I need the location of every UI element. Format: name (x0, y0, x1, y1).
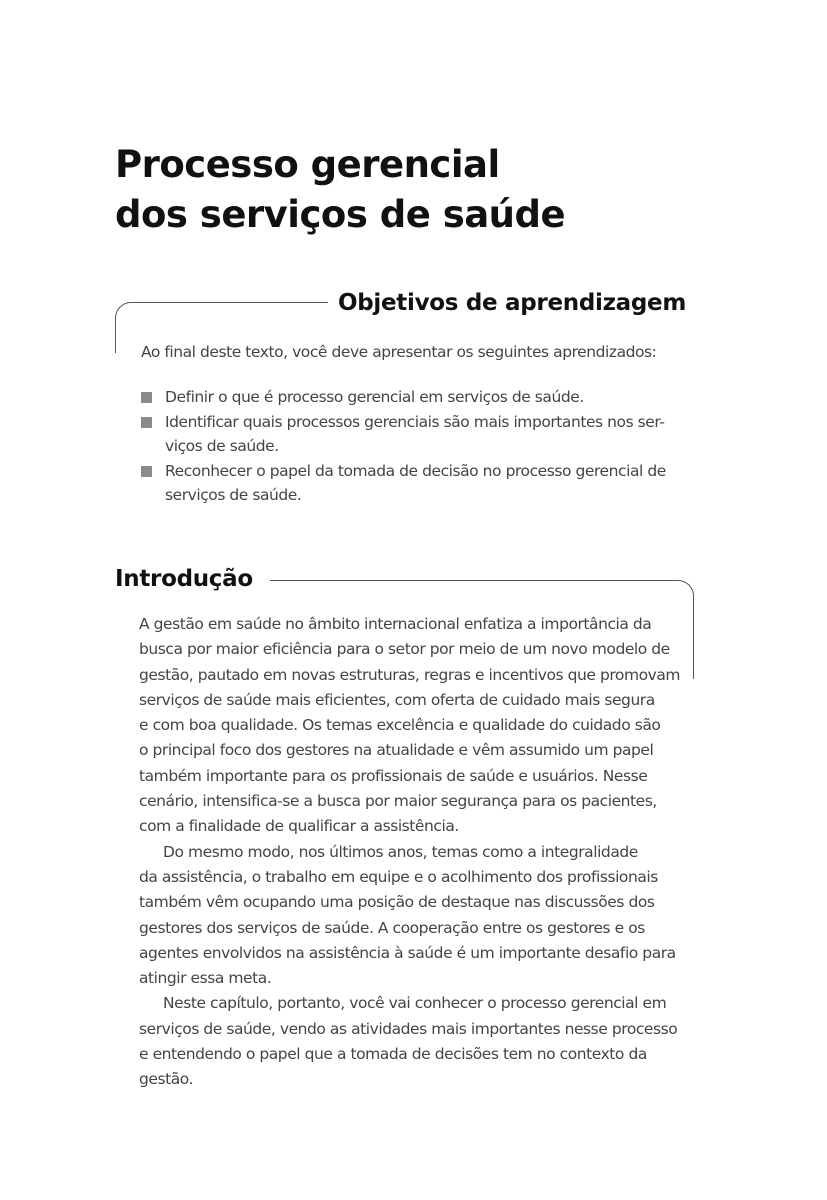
paragraph-line: serviços de saúde, vendo as atividades mais importantes nesse processo (139, 1019, 678, 1038)
paragraph-line: agentes envolvidos na assistência à saúde é um importante desafio para (139, 943, 676, 962)
objective-text: Identificar quais processos gerenciais são mais importantes nos ser- (165, 412, 665, 431)
paragraph-line: o principal foco dos gestores na atualidade e vêm assumido um papel (139, 741, 654, 760)
paragraph-line: também importante para os profissionais de saúde e usuários. Nesse (139, 766, 648, 785)
paragraph-line: gestores dos serviços de saúde. A cooperação entre os gestores e os (139, 918, 645, 937)
square-bullet-icon (141, 392, 152, 403)
paragraph-line: busca por maior eficiência para o setor por meio de um novo modelo de (139, 640, 670, 659)
paragraph-line: gestão. (139, 1070, 194, 1089)
chapter-title-line: dos serviços de saúde (115, 193, 566, 236)
paragraph-line: serviços de saúde mais eficientes, com oferta de cuidado mais segura (139, 690, 655, 709)
objective-text: viços de saúde. (165, 437, 279, 455)
objective-item (141, 385, 681, 410)
paragraph-line: cenário, intensifica-se a busca por maior segurança para os pacientes, (139, 792, 657, 811)
paragraph-line: também vêm ocupando uma posição de destaque nas discussões dos (139, 893, 655, 912)
paragraph-line: Neste capítulo, portanto, você vai conhecer o processo gerencial em (163, 994, 667, 1013)
objective-text: Reconhecer o papel da tomada de decisão no processo gerencial de (165, 461, 666, 480)
objective-item (141, 410, 681, 459)
objectives-list (141, 385, 681, 508)
paragraph-line: com a finalidade de qualificar a assistência. (139, 817, 459, 836)
square-bullet-icon (141, 466, 152, 477)
objectives-heading: Objetivos de aprendizagem (338, 290, 687, 316)
square-bullet-icon (141, 417, 152, 428)
paragraph-line: gestão, pautado em novas estruturas, regras e incentivos que promovam (139, 665, 681, 684)
objective-text: Definir o que é processo gerencial em serviços de saúde. (165, 388, 584, 406)
chapter-title-line: Processo gerencial (115, 143, 500, 186)
paragraph-line: e com boa qualidade. Os temas excelência e qualidade do cuidado são (139, 716, 661, 735)
objective-text: serviços de saúde. (165, 486, 302, 504)
paragraph-line: da assistência, o trabalho em equipe e o acolhimento dos profissionais (139, 867, 658, 886)
paragraph-line: A gestão em saúde no âmbito internacional enfatiza a importância da (139, 615, 652, 633)
chapter-title (115, 140, 565, 240)
introduction-body (139, 612, 681, 1093)
paragraph-line: Do mesmo modo, nos últimos anos, temas como a integralidade (163, 842, 638, 861)
paragraph-line: atingir essa meta. (139, 969, 272, 988)
introduction-heading: Introdução (115, 566, 253, 592)
objectives-intro: Ao final deste texto, você deve apresentar os seguintes aprendizados: (141, 343, 657, 361)
paragraph-line: e entendendo o papel que a tomada de decisões tem no contexto da (139, 1045, 647, 1064)
objective-item (141, 459, 681, 508)
